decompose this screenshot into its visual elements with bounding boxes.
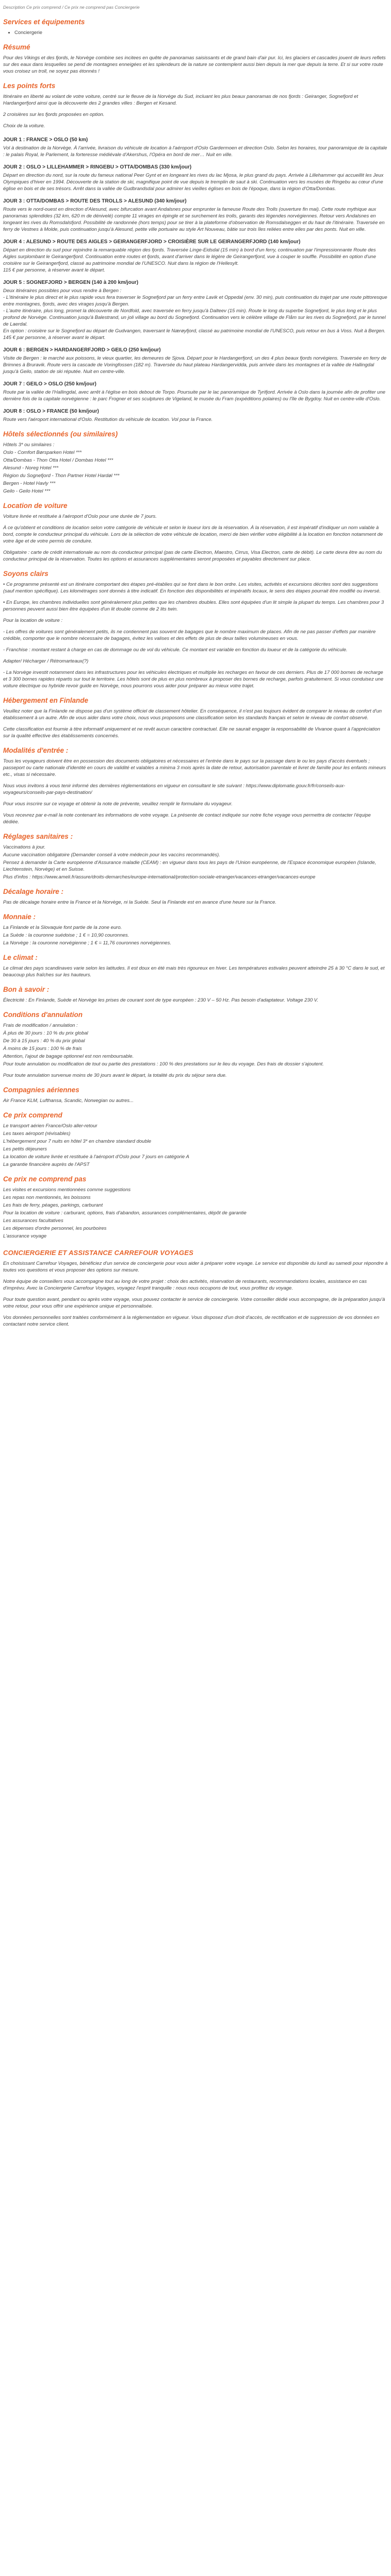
reglages-text: Plus d'infos : https://www.ameli.fr/assure/droits-demarches/europe-international/protection-sociale-etranger/vacances-etranger/vacances-europe <box>3 874 316 880</box>
ne-comprend-title: Ce prix ne comprend pas <box>3 1175 87 1183</box>
hotel-line: Geilo - Geilo Hotel *** <box>3 488 51 494</box>
itinerary-day <box>3 198 388 233</box>
ne-comprend-line: Pour la location de voiture : carburant, options, frais d'abandon, assurances complémentaires, dépôt de garantie <box>3 1210 247 1216</box>
day-extra: 115 € par personne, à réserver avant le départ. <box>3 267 105 273</box>
monnaie-title: Monnaie : <box>3 913 36 921</box>
modalites-title: Modalités d'entrée : <box>3 747 69 754</box>
footer-spacer <box>3 1335 388 1340</box>
climat-section <box>3 954 388 978</box>
day-body: Route vers l'aéroport international d'Oslo. Restitution du véhicule de location. Vol pour la France. <box>3 417 213 422</box>
day-body: Route par la vallée de l'Hallingdal, avec arrêt à l'église en bois debout de Torpo. Poursuite par le lac panoramique de Tyrifjord. Arrivée à Oslo dans la journée afin de profiter une dernière fois de la capitale norvégienne : le parc Frogner et ses sculptures de Vigeland, le musée du Fram (expéditions polaires) ou l'île de Bygdoy. Nuit en centre-ville d'Oslo. <box>3 389 386 402</box>
monnaie-section <box>3 913 388 946</box>
modalites-text: Tous les voyageurs doivent être en possession des documents obligatoires et nécessaires et l'entrée dans le pays sur la passage dans le ou les pays d'accès éventuels ; passeport ou carte nationale d'identité en cours de validité et valables a minima 3 mois après la date de retour, autorisation parentale et livret de famille pour les enfants mineurs etc., visas si nécessaire. <box>3 758 386 777</box>
itinerary-section <box>3 137 388 423</box>
comprend-title: Ce prix comprend <box>3 1111 62 1119</box>
reglages-section <box>3 833 388 880</box>
soyons-clairs-text: • En Europe, les chambres individuelles sont généralement plus petites que les chambres doubles. Elles sont équipées d'un lit simple la plupart du temps. Les chambres pour 3 personnes peuvent aussi bien être équipées d'un lit double comme de 2 lits twin. <box>3 600 384 612</box>
services-title: Services et équipements <box>3 18 85 26</box>
modalites-section <box>3 747 388 825</box>
resume-title: Résumé <box>3 43 30 51</box>
location-title: Location de voiture <box>3 502 68 510</box>
day-title: JOUR 3 : OTTA/DOMBAS > ROUTE DES TROLLS > ALESUND (340 km/jour) <box>3 198 187 204</box>
hotel-line: Hôtels 3* ou similaires : <box>3 442 55 448</box>
conciergerie-text: Vos données personnelles sont traitées conformément à la réglementation en vigueur. Vous disposez d'un droit d'accès, de rectification et de suppression de vos données en contactant notre service client. <box>3 1315 380 1327</box>
day-body: Vol à destination de la Norvège. À l'arrivée, livraison du véhicule de location à l'aéroport d'Oslo Gardermoen et direction Oslo. Selon les horaires, tour panoramique de la capitale : le palais Royal, le Parlement, la forteresse médiévale d'Akershus, l'Opéra en bord de mer… Nuit en ville. <box>3 145 387 158</box>
points-forts-text: 2 croisières sur les fjords proposées en option. <box>3 112 105 117</box>
hotel-line: Alesund - Noreg Hotel *** <box>3 465 59 471</box>
hebergement-section <box>3 697 388 739</box>
day-body: - L'autre itinéraire, plus long, promet la découverte de Nordfold, avec traversée en ferry jusqu'à Dalteev (15 min). Route le long du superbe Sognefjord, le plus long et le plus profond de Norvège. Continuation jusqu'à Balestrand, un joli village au bord du Sognefjord. Continuation vers le célèbre village de Flåm sur les rives du Sognefjord, par le tunnel de Laerdal. <box>3 308 386 327</box>
conditions-section <box>3 1011 388 1079</box>
itinerary-day <box>3 137 388 158</box>
hotel-line: Bergen - Hotel Havly *** <box>3 481 56 486</box>
hotel-line: Otta/Dombas - Thon Otta Hotel / Dombas Hotel *** <box>3 457 113 463</box>
conditions-line: À moins de 15 jours : 100 % de frais <box>3 1046 82 1052</box>
conciergerie-text: Notre équipe de conseillers vous accompagne tout au long de votre projet : choix des activités, réservation de restaurants, recommandations locales, assistance en cas d'imprévu. Avec la Conciergerie Carrefour Voyages, voyagez l'esprit tranquille : nous nous occupons de tout, vous profitez du voyage. <box>3 1279 367 1291</box>
hebergement-title: Hébergement en Finlande <box>3 697 89 704</box>
day-title: JOUR 7 : GEILO > OSLO (250 km/jour) <box>3 381 96 387</box>
bon-savoir-section <box>3 986 388 1004</box>
climat-text: Le climat des pays scandinaves varie selon les latitudes. Il est doux en été mais très rigoureux en hiver. Les températures estivales peuvent atteindre 25 à 30 °C dans le sud, et beaucoup plus fraîches sur les hauteurs. <box>3 965 385 978</box>
monnaie-text: La Norvège : la couronne norvégienne ; 1 € = 11,76 couronnes norvégiennes. <box>3 940 171 946</box>
soyons-clairs-text: - Les offres de voitures sont généralement petits, ils ne contiennent pas souvent de bagages que le nombre maximum de places. Afin de ne pas passer d'effets par manière crédible, comporter que le nombre nécessaire de bagages, évitez les valises et des effets de plus de deux tailles volumineuses en vous. <box>3 629 376 641</box>
hotels-section <box>3 430 388 495</box>
points-forts-title: Les points forts <box>3 82 56 90</box>
day-title: JOUR 5 : SOGNEFJORD > BERGEN (140 à 200 km/jour) <box>3 280 139 285</box>
decalage-section <box>3 888 388 906</box>
ne-comprend-line: Les repas non mentionnés, les boissons <box>3 1195 91 1200</box>
conciergerie-title: CONCIERGERIE ET ASSISTANCE CARREFOUR VOYAGES <box>3 1249 193 1257</box>
points-forts-text: Choix de la voiture. <box>3 123 45 129</box>
compagnies-section <box>3 1086 388 1104</box>
day-title: JOUR 2 : OSLO > LILLEHAMMER > RINGEBU > OTTA/DOMBAS (330 km/jour) <box>3 164 192 170</box>
day-body: Deux itinéraires possibles pour vous rendre à Bergen : <box>3 288 122 294</box>
itinerary-day <box>3 239 388 274</box>
bon-savoir-text: Électricité : En Finlande, Suède et Norvège les prises de courant sont de type européen : 230 V – 50 Hz. Pas besoin d'adaptateur. Voltage 230 V. <box>3 997 318 1003</box>
day-body: En option : croisière sur le Sognefjord au départ de Gudvangen, traversant le Nærøyfjord, classé au patrimoine mondial de l'UNESCO, puis retour en bus à Voss. Nuit à Bergen. <box>3 328 386 334</box>
location-text: Obligatoire : carte de crédit internationale au nom du conducteur principal (pas de carte Electron, Maestro, Cirrus, Visa Electron, carte de débit). Le carte devra être au nom du conducteur principal de la réservation. Toutes les options et assurances supplémentaires seront proposées et payables directement sur place. <box>3 550 382 562</box>
modalites-text: Pour vous inscrire sur ce voyage et obtenir la note de prévente, veuillez remplir le formulaire du voyageur. <box>3 801 233 807</box>
comprend-line: La location de voiture livrée et restituée à l'aéroport d'Oslo pour 7 jours en catégorie A <box>3 1154 189 1160</box>
ne-comprend-line: Les assurances facultatives <box>3 1218 63 1224</box>
conditions-line: À plus de 30 jours : 10 % du prix global <box>3 1030 88 1036</box>
reglages-text: Vaccinations à jour. <box>3 844 46 850</box>
hebergement-text: Veuillez noter que la Finlande ne dispose pas d'un système officiel de classement hôtelier. En conséquence, il n'est pas toujours évident de comparer le niveau de confort d'un établissement à un autre. Afin de vous aider dans votre choix, nous vous proposons une classification selon les standards français et selon le niveau de confort observé. <box>3 708 382 721</box>
hebergement-text: Cette classification est fournie à titre informatif uniquement et ne revêt aucun caractère contractuel. Elle ne saurait engager la responsabilité de Vivanoe quant à l'appréciation sur la qualité effective des établissements concernés. <box>3 726 380 739</box>
conciergerie-section <box>3 1249 388 1328</box>
conditions-text: Pour toute annulation survenue moins de 30 jours avant le départ, la totalité du prix du séjour sera due. <box>3 1073 227 1078</box>
modalites-text: Nous vous invitons à vous tenir informé des dernières réglementations en vigueur en consultant le site suivant : https://www.diplomatie.gouv.fr/fr/conseils-aux-voyageurs/conseils-par-pays-destination/ <box>3 783 346 795</box>
points-forts-section <box>3 82 388 129</box>
day-body: Départ en direction du sud pour rejoindre la remarquable région des fjords. Traversée Linge-Eidsdal (15 min) à bord d'un ferry, continuation par l'impressionnante Route des Aigles surplombant le Geirangerfjord. Continuation entre routes et fjords, avant d'arriver dans le légère de Geirangerfjord, vue à couper le souffle. Possibilité en option d'une croisière sur le Geirangerfjord, classé au patrimoine mondial de l'UNESCO. Nuit dans la région de l'Hellesylt. <box>3 247 376 266</box>
comprend-line: Les taxes aéroport (révisables) <box>3 1131 71 1137</box>
monnaie-text: La Finlande et la Slovaquie font partie de la zone euro. <box>3 925 122 930</box>
compagnies-title: Compagnies aériennes <box>3 1086 79 1094</box>
decalage-title: Décalage horaire : <box>3 888 64 895</box>
soyons-clairs-text: Adapter/ Hécharger / Rétromarteaux(?) <box>3 658 89 664</box>
soyons-clairs-title: Soyons clairs <box>3 570 48 578</box>
reglages-text: Aucune vaccination obligatoire (Demander conseil à votre médecin pour les vaccins recommandés). <box>3 852 220 858</box>
resume-section <box>3 43 388 75</box>
resume-text: Pour des Vikings et des fjords, le Norvège combine ses incitees en quête de panoramas saisissants et de grand bain d'air pur. Ici, les glaciers et cascades jouent de leurs reflets sur des eaux dans lesquelles se pend de montagnes enneigées et les splendeurs de la nature se contemplent aussi bien depuis la mer que depuis la terre. Et si sur votre route vous croisez un troll, ne soyez pas étonnés ! <box>3 55 386 74</box>
itinerary-day <box>3 347 388 375</box>
conditions-line: De 30 à 15 jours : 40 % du prix global <box>3 1038 85 1044</box>
itinerary-day <box>3 164 388 192</box>
itinerary-day <box>3 279 388 341</box>
ne-comprend-line: Les frais de ferry, péages, parkings, carburant <box>3 1202 103 1208</box>
comprend-line: L'hébergement pour 7 nuits en hôtel 3* en chambre standard double <box>3 1139 152 1144</box>
ne-comprend-line: Les visites et excursions mentionnées comme suggestions <box>3 1187 131 1193</box>
day-title: JOUR 1 : FRANCE > OSLO (50 km) <box>3 137 88 143</box>
day-title: JOUR 8 : OSLO > FRANCE (50 km/jour) <box>3 409 99 414</box>
itinerary-day <box>3 408 388 423</box>
soyons-clairs-section <box>3 570 388 689</box>
day-body: Visite de Bergen : le marché aux poissons, le vieux quartier, les demeures de Sjova. Départ pour le Hardangerfjord, un des 4 plus beaux fjords norvégiens. Traversée en ferry de Brimnes à Bruravik. Route vers la cascade de Voringfossen (182 m). Traversée du haut plateau Hardangervidda, puis arrivée dans les montagnes et la vallée de Hallingdal jusqu'à Geilo, station de ski réputée. Nuit en centre-ville. <box>3 355 387 375</box>
hotel-line: Région du Sognefjord - Thon Partner Hotel Hardøl *** <box>3 473 120 479</box>
day-body: Départ en direction du nord, sur la route du fameux national Peer Gynt et en longeant les rives du lac Mjosa, le plus grand du pays. Arrivée à Lillehammer qui accueillit les Jeux Olympiques d'hiver en 1994. Découverte de la station de ski, magnifique point de vue depuis le tremplin de saut à ski. Continuation vers les musées de Ringebu au cœur d'une église en bois et de ses trésors. Arrêt dans la vallée de Gudbrandsdal pour admirer les vieilles églises en bois de l'époque, dans la région d'Otta/Dombas. <box>3 173 384 192</box>
ne-comprend-line: L'assurance voyage <box>3 1233 47 1239</box>
day-body: - L'itinéraire le plus direct et le plus rapide vous fera traverser le Sognefjord par un ferry entre Lavik et Oppedal (env. 30 min), puis continuation du trajet par une route pittoresque entre montagnes, fjords, avec des virages jusqu'à Bergen. <box>3 295 387 307</box>
soyons-clairs-text: Pour la location de voiture : <box>3 618 63 623</box>
conditions-line: Frais de modification / annulation : <box>3 1023 78 1028</box>
day-body: Route vers le nord-ouest en direction d'Alesund, avec bifurcation avant Andalsnes pour emprunter la fameuse Route des Trolls (ouverture fin mai). Cette route mythique aux panoramas splendides (32 km, 620 m de dénivelé) compte 11 virages en épingle et se surchement les trolls, garants des légendes norvégiennes. Retour vers Andalsnes en longeant les rives du Romsdalsfjord. Possibilité de randonnée (hors temps) pour se tirer à la plateforme d'observation de Romsdalseggen et du haut de l'itinéraire. Traversée en ferry de Vestnes à Molde, puis continuation jusqu'à Alesund, petite ville portuaire au style Art Nouveau, bâtie sur trois îles reliées entre elles par des ponts. Nuit en ville. <box>3 207 385 232</box>
services-section <box>3 18 388 36</box>
ne-comprend-section <box>3 1175 388 1240</box>
monnaie-text: La Suède : la couronne suédoise ; 1 € = 10,90 couronnes. <box>3 933 129 938</box>
soyons-clairs-text: - Franchise : montant restant à charge en cas de dommage ou de vol du véhicule. Ce montant est variable en fonction du loueur et de la catégorie du véhicule. <box>3 647 348 653</box>
day-extra: 145 € par personne, à réserver avant le départ. <box>3 335 106 341</box>
soyons-clairs-text: • Ce programme présenté est un itinéraire comportant des étapes pré-établies qui se font dans le bon ordre. Les visites, activités et excursions décrites sont des suggestions (sauf mention spécifique). Les kilométrages sont donnés à titre indicatif. En fonction des disponibilités et impératifs locaux, le sens des étapes pourrait être modifié ou inversé. <box>3 582 381 594</box>
location-section <box>3 502 388 563</box>
services-list <box>3 29 388 36</box>
description-line: Description Ce prix comprend / Ce prix ne comprend pas Conciergerie <box>3 5 140 10</box>
conciergerie-text: Pour toute question avant, pendant ou après votre voyage, vous pouvez contacter le service de conciergerie. Votre conseiller dédié vous accompagne, de la préparation jusqu'à votre retour, pour vous offrir une expérience unique et personnalisée. <box>3 1297 385 1309</box>
conditions-title: Conditions d'annulation <box>3 1011 83 1019</box>
day-title: JOUR 4 : ALESUND > ROUTE DES AIGLES > GEIRANGERFJORD > CROISIÈRE SUR LE GEIRANGERFJORD (140 km/jour) <box>3 239 301 245</box>
climat-title: Le climat : <box>3 954 38 961</box>
hotels-title: Hôtels sélectionnés (ou similaires) <box>3 430 118 438</box>
comprend-line: Le transport aérien France/Oslo aller-retour <box>3 1123 97 1129</box>
itinerary-day <box>3 381 388 402</box>
conditions-text: Pour toute annulation ou modification de tout ou partie des prestations : 100 % des prestations sur le lieu du voyage. Des frais de dossier s'ajoutent. <box>3 1061 324 1067</box>
conditions-line: Attention, l'ajout de bagage optionnel est non remboursable. <box>3 1054 134 1059</box>
comprend-line: Les petits déjeuners <box>3 1146 47 1152</box>
hotel-line: Oslo - Comfort Børsparken Hotel *** <box>3 450 82 455</box>
modalites-text: Vous recevrez par e-mail la note contenant les informations de votre voyage. La présente de contact indiquée sur notre fiche voyage vous permettra de contacter l'équipe dédiée. <box>3 812 371 825</box>
conciergerie-text: En choisissant Carrefour Voyages, bénéficiez d'un service de conciergerie pour vous aider à préparer votre voyage. Le service est disponible du lundi au samedi pour répondre à toutes vos questions et vous proposer des options sur mesure. <box>3 1261 388 1273</box>
bon-savoir-title: Bon à savoir : <box>3 986 50 993</box>
decalage-text: Pas de décalage horaire entre la France et la Norvège, ni la Suède. Seul la Finlande est en avance d'une heure sur la France. <box>3 900 276 905</box>
comprend-section <box>3 1111 388 1168</box>
location-text: Voiture livrée et restituée à l'aéroport d'Oslo pour une durée de 7 jours. <box>3 514 157 519</box>
compagnies-text: Air France KLM, Lufthansa, Scandic, Norwegian ou autres... <box>3 1098 134 1104</box>
reglages-text: Pensez à demander la Carte européenne d'Assurance maladie (CEAM) : en vigueur dans tous les pays de l'Union européenne, de l'Espace économique européen (Islande, Liechtenstein, Norvège) et en Suisse. <box>3 860 377 872</box>
services-item: • Conciergerie <box>14 29 388 36</box>
ne-comprend-line: Les dépenses d'ordre personnel, les pourboires <box>3 1226 107 1231</box>
comprend-line: La garantie financière auprès de l'APST <box>3 1162 90 1167</box>
location-text: À ce qu'obtient et conditions de location selon votre catégorie de véhicule et selon le loueur lors de la réservation. À la réservation, il est impératif d'indiquer un nom valable à bord, compte le conducteur principal du véhicule. Lors de la sélection de votre véhicule de location, merci de bien vérifier votre éligibilité à la location en fonction notamment de votre âge et de votre permis de conduire. <box>3 525 383 544</box>
soyons-clairs-text: - La Norvège investit notamment dans les infrastructures pour les véhicules électriques et multiplie les recharges en favour de ces derniers. Plus de 17 000 bornes de recharge et 3 300 bornes rapides répartis sur tout le territoire. Les hôtels sont de plus en plus nombreux à proposer des bornes de recharge, parfois gratuitement. Si vous conduisez une voiture électrique ou hybride revoir guide en Norvège, nous pourrons vous aider pour préparer au mieux votre trajet. <box>3 670 384 689</box>
points-forts-text: Itinéraire en liberté au volant de votre voiture, centré sur le fleuve de la Norvège du Sud, incluant les plus beaux panoramas de nos fjords : Geiranger, Sognefjord et Hardangerfjord ainsi que la découverte des 2 grandes villes : Bergen et Kesand. <box>3 94 359 106</box>
reglages-title: Réglages sanitaires : <box>3 833 73 840</box>
day-title: JOUR 6 : BERGEN > HARDANGERFJORD > GEILO (250 km/jour) <box>3 347 161 353</box>
